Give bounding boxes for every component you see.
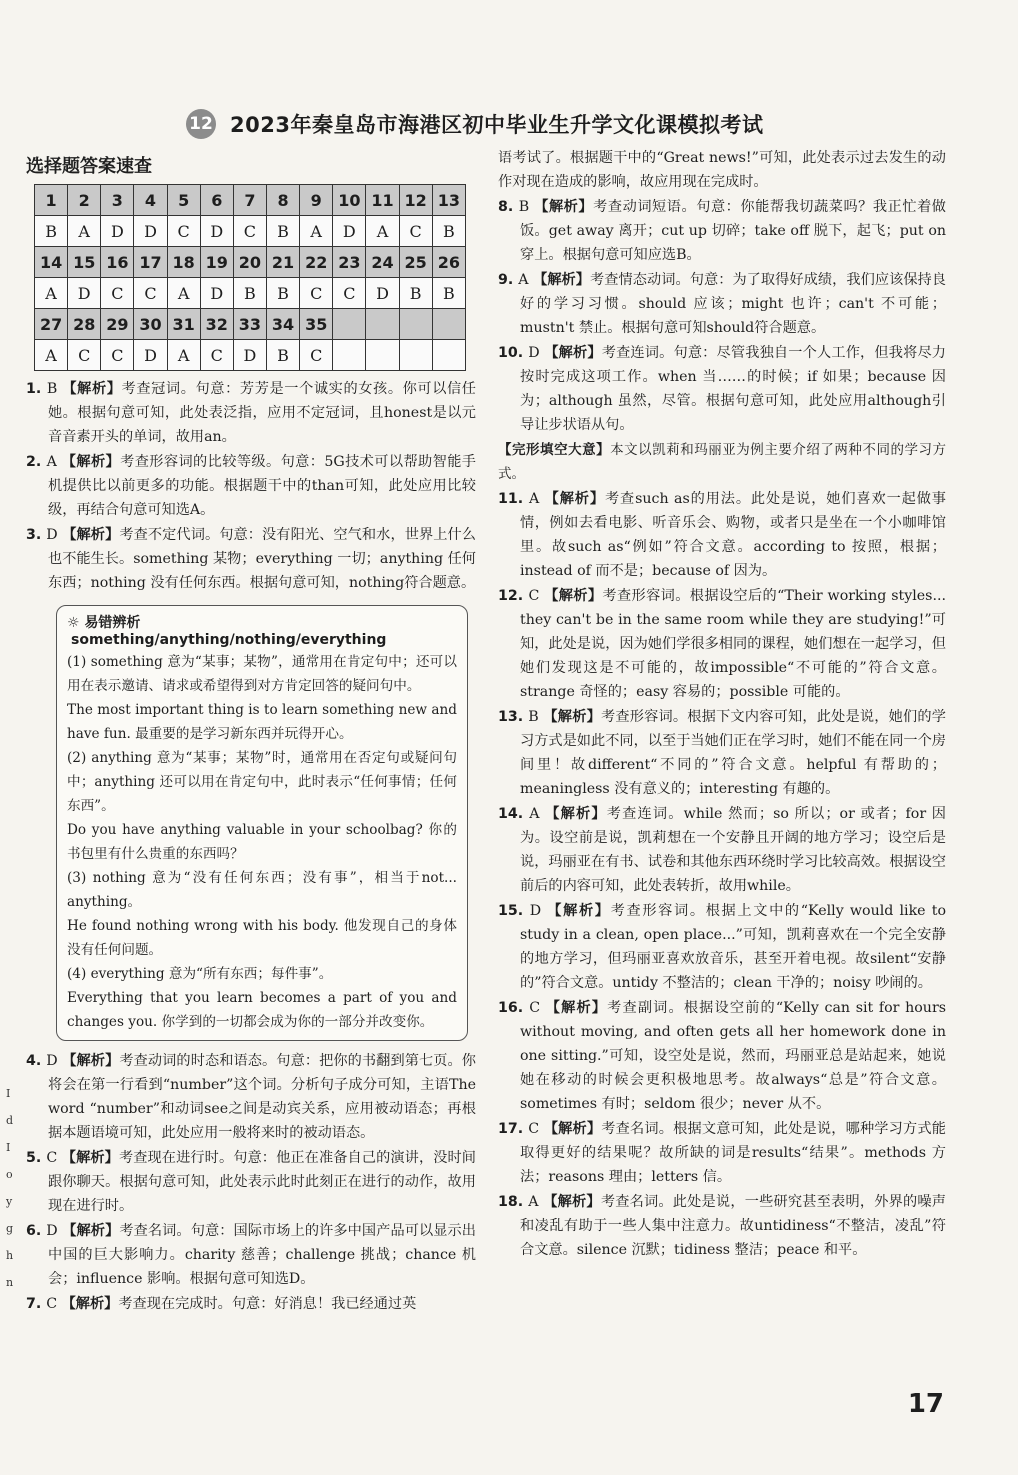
answer-cell: C: [399, 216, 432, 247]
item-number: 5.: [26, 1150, 47, 1166]
right-column: [498, 146, 946, 1263]
answer-cell: D: [134, 216, 167, 247]
explanation-item: [498, 802, 946, 898]
item-tag: 【完形填空大意】: [498, 442, 611, 458]
question-number-cell: 1: [35, 185, 68, 216]
item-number: 16.: [498, 1000, 530, 1016]
answer-cell: A: [68, 216, 101, 247]
gutter-letter: h: [6, 1249, 14, 1262]
item-tag: 【解析】: [533, 272, 591, 288]
answer-key-table: [34, 184, 466, 371]
item-text: 考查不定代词。句意：没有阳光、空气和水，世界上什么也不能生长。something 某物；everything 一切；anything 任何东西；nothing 没有任何东西。根据句意可知，nothing符合题意。: [48, 527, 476, 591]
question-number-cell: 15: [68, 247, 101, 278]
item-text: 考查连词。句意：尽管我独自一个人工作，但我将尽力按时完成这项工作。when 当……的时候；if 如果；because 因为；although 虽然，尽管。根据句意可知，此处应用although引导让步状语从句。: [520, 345, 946, 433]
tip-line: Everything that you learn becomes a part of you and changes you. 你学到的一切都会成为你的一部分并改变你。: [67, 990, 457, 1030]
answer-row: [35, 216, 466, 247]
item-tag: 【解析】: [62, 381, 122, 397]
explanation-item: [498, 584, 946, 704]
left-column: [26, 152, 476, 1317]
item-tag: 【解析】: [543, 1194, 601, 1210]
answer-cell: D: [233, 340, 266, 371]
answer-cell: D: [200, 216, 233, 247]
answer-cell: D: [200, 278, 233, 309]
item-tag: 【解析】: [534, 199, 594, 215]
item-tag: 【解析】: [544, 588, 603, 604]
item-tag: 【解析】: [62, 1053, 120, 1069]
item-number: 3.: [26, 527, 47, 543]
question-number-cell: 22: [300, 247, 333, 278]
answer-cell: C: [101, 340, 134, 371]
explanation-item: [498, 1190, 946, 1262]
explanation-item: [26, 1219, 476, 1291]
item-text: 考查现在完成时。句意：好消息！我已经通过英: [118, 1296, 417, 1312]
question-number-cell: [399, 309, 432, 340]
item-answer: D: [528, 345, 545, 361]
question-number-cell: 6: [200, 185, 233, 216]
explanation-item: [498, 438, 946, 486]
item-tag: 【解析】: [543, 709, 601, 725]
item-number: 14.: [498, 806, 530, 822]
gutter-letter: o: [6, 1168, 13, 1181]
question-number-cell: 9: [300, 185, 333, 216]
item-text: 考查动词短语。句意：你能帮我切蔬菜吗？我正忙着做饭。get away 离开；cut up 切碎；take off 脱下，起飞；put on 穿上。根据句意可知应选B。: [520, 199, 946, 263]
question-number-cell: 31: [167, 309, 200, 340]
question-number-cell: 20: [233, 247, 266, 278]
item-answer: D: [529, 903, 548, 919]
question-number-cell: 28: [68, 309, 101, 340]
question-number-cell: 29: [101, 309, 134, 340]
explanation-item: [498, 341, 946, 437]
item-number: 17.: [498, 1121, 529, 1137]
gutter-letter: I: [6, 1087, 11, 1100]
tip-box: [56, 605, 468, 1041]
item-tag: 【解析】: [543, 1121, 602, 1137]
answer-cell: [432, 340, 465, 371]
item-number: 11.: [498, 491, 529, 507]
page-header: [186, 106, 786, 142]
explanation-item: [498, 146, 946, 194]
question-number-cell: 13: [432, 185, 465, 216]
item-tag: 【解析】: [61, 454, 121, 470]
question-number-cell: 3: [101, 185, 134, 216]
question-number-cell: 16: [101, 247, 134, 278]
item-tag: 【解析】: [547, 903, 611, 919]
item-number: 7.: [26, 1296, 47, 1312]
answer-cell: A: [366, 216, 399, 247]
tip-line: (3) nothing 意为“没有任何东西；没有事”，相当于not... anything。: [67, 870, 457, 910]
answer-cell: [399, 340, 432, 371]
left-explanations-2: [26, 1049, 476, 1316]
question-number-cell: [432, 309, 465, 340]
item-text: 考查名词。句意：国际市场上的许多中国产品可以显示出中国的巨大影响力。charity 慈善；challenge 挑战；chance 机会；influence 影响。根据句意可知选D。: [48, 1223, 476, 1287]
left-explanations: [26, 377, 476, 595]
answer-cell: C: [333, 278, 366, 309]
answer-cell: C: [300, 340, 333, 371]
item-number: 1.: [26, 381, 47, 397]
gutter-letters: [6, 1080, 18, 1296]
item-number: 10.: [498, 345, 529, 361]
question-number-row: [35, 247, 466, 278]
item-text: 考查such as的用法。此处是说，她们喜欢一起做事情，例如去看电影、听音乐会、购物，或者只是坐在一个小咖啡馆里。故such as“例如”符合文意。according to 按照，根据；instead of 而不是；because of 因为。: [520, 491, 946, 579]
item-tag: 【解析】: [61, 1296, 119, 1312]
tip-label: 易错辨析: [84, 615, 141, 631]
item-text: 本文以凯莉和玛丽亚为例主要介绍了两种不同的学习方式。: [498, 442, 947, 482]
answer-cell: B: [432, 278, 465, 309]
gutter-letter: g: [6, 1222, 14, 1235]
question-number-cell: 35: [300, 309, 333, 340]
answer-cell: A: [167, 278, 200, 309]
item-number: 8.: [498, 199, 519, 215]
page-number: 17: [907, 1389, 944, 1419]
answer-cell: D: [366, 278, 399, 309]
item-answer: B: [528, 709, 544, 725]
item-text: 语考试了。根据题干中的“Great news!”可知，此处表示过去发生的动作对现在造成的影响，故应用现在完成时。: [498, 150, 946, 190]
answer-cell: A: [167, 340, 200, 371]
answer-row: [35, 340, 466, 371]
answer-cell: B: [35, 216, 68, 247]
gutter-letter: d: [6, 1114, 14, 1127]
item-answer: C: [529, 1000, 546, 1016]
explanation-item: [498, 195, 946, 267]
question-number-cell: [366, 309, 399, 340]
right-explanations: [498, 146, 946, 1262]
question-number-cell: 19: [200, 247, 233, 278]
item-number: 13.: [498, 709, 529, 725]
question-number-cell: 32: [200, 309, 233, 340]
explanation-item: [26, 1292, 476, 1316]
tip-line: (4) everything 意为“所有东西；每件事”。: [67, 966, 333, 982]
explanation-item: [498, 996, 946, 1116]
item-tag: 【解析】: [545, 1000, 608, 1016]
item-tag: 【解析】: [544, 491, 605, 507]
answer-cell: C: [134, 278, 167, 309]
page-title: 2023年秦皇岛市海港区初中毕业生升学文化课模拟考试: [230, 113, 764, 137]
lightbulb-icon: ☼: [67, 615, 80, 631]
question-number-cell: 23: [333, 247, 366, 278]
item-tag: 【解析】: [544, 345, 602, 361]
item-number: 18.: [498, 1194, 529, 1210]
tip-line: (2) anything 意为“某事；某物”时，通常用在否定句或疑问句中；anything 还可以用在肯定句中，此时表示“任何事情；任何东西”。: [67, 750, 457, 814]
question-number-cell: 25: [399, 247, 432, 278]
item-text: 考查连词。while 然而；so 所以；or 或者；for 因为。设空前是说，凯莉想在一个安静且开阔的地方学习；设空后是说，玛丽亚在有书、试卷和其他东西环绕时学习比较高效。根据设空前后的内容可知，此处表转折，故用while。: [520, 806, 946, 894]
question-number-cell: 14: [35, 247, 68, 278]
answer-cell: B: [266, 278, 299, 309]
item-answer: A: [528, 491, 545, 507]
question-number-cell: 2: [68, 185, 101, 216]
answer-cell: B: [266, 216, 299, 247]
answer-key-title: 选择题答案速查: [26, 156, 152, 177]
item-text: 考查冠词。句意：芳芳是一个诚实的女孩。你可以信任她。根据句意可知，此处表泛指，应用不定冠词，且honest是以元音音素开头的单词，故用an。: [48, 381, 476, 445]
answer-cell: C: [101, 278, 134, 309]
gutter-letter: y: [6, 1195, 13, 1208]
question-number-cell: 17: [134, 247, 167, 278]
item-answer: D: [46, 527, 63, 543]
item-answer: C: [528, 588, 545, 604]
question-number-cell: 5: [167, 185, 200, 216]
tip-heading: [67, 612, 457, 648]
test-number-badge: 12: [186, 109, 216, 139]
question-number-cell: [333, 309, 366, 340]
explanation-item: [498, 899, 946, 995]
item-answer: C: [46, 1150, 62, 1166]
answer-cell: A: [35, 278, 68, 309]
item-number: 9.: [498, 272, 519, 288]
item-answer: A: [529, 806, 546, 822]
question-number-cell: 21: [266, 247, 299, 278]
item-text: 考查副词。根据设空前的“Kelly can sit for hours without moving, and often gets all her homework done in one sitting.”可知，设空处是说，然而，玛丽亚总是站起来，她说她在移动的时候会更积极地思考。故always“总是”符合文意。sometimes 有时；seldom 很少；never 从不。: [520, 1000, 947, 1112]
answer-cell: B: [233, 278, 266, 309]
item-answer: A: [518, 272, 534, 288]
question-number-cell: 26: [432, 247, 465, 278]
tip-line: (1) something 意为“某事；某物”，通常用在肯定句中；还可以用在表示邀请、请求或希望得到对方肯定回答的疑问句中。: [67, 654, 457, 694]
explanation-item: [498, 487, 946, 583]
question-number-cell: 27: [35, 309, 68, 340]
answer-cell: D: [101, 216, 134, 247]
item-number: 6.: [26, 1223, 47, 1239]
explanation-item: [26, 1049, 476, 1145]
question-number-cell: 18: [167, 247, 200, 278]
answer-cell: B: [432, 216, 465, 247]
item-number: 15.: [498, 903, 530, 919]
answer-cell: A: [35, 340, 68, 371]
question-number-cell: 34: [266, 309, 299, 340]
item-text: 考查形容词。根据上文中的“Kelly would like to study in a clean, open place...”可知，凯莉喜欢在一个完全安静的地方学习，但玛丽亚喜欢放音乐，甚至开着电视。故silent“安静的”符合文意。untidy 不整洁的；clean 干净的；noisy 吵闹的。: [520, 903, 946, 991]
item-answer: D: [46, 1053, 63, 1069]
answer-cell: C: [233, 216, 266, 247]
item-text: 考查形容词。根据下文内容可知，此处是说，她们的学习方式是如此不同，以至于当她们正在学习时，她们不能在同一个房间里！故different“不同的”符合文意。helpful 有帮助的；meaningless 没有意义的；interesting 有趣的。: [520, 709, 946, 797]
item-tag: 【解析】: [62, 1223, 120, 1239]
answer-cell: [333, 340, 366, 371]
question-number-cell: 10: [333, 185, 366, 216]
question-number-cell: 33: [233, 309, 266, 340]
explanation-item: [26, 450, 476, 522]
answer-cell: D: [333, 216, 366, 247]
item-text: 考查形容词的比较等级。句意：5G技术可以帮助智能手机提供比以前更多的功能。根据题干中的than可知，此处应用比较级，再结合句意可知选A。: [48, 454, 476, 518]
answer-cell: C: [68, 340, 101, 371]
answer-cell: A: [300, 216, 333, 247]
item-text: 考查动词的时态和语态。句意：把你的书翻到第七页。你将会在第一行看到“number”这个词。分析句子成分可知，主语The word “number”和动词see之间是动宾关系，应用被动语态；再根据本题语境可知，此处应用一般将来时的被动语态。: [48, 1053, 476, 1141]
tip-lines: [67, 650, 457, 1034]
gutter-letter: I: [6, 1141, 11, 1154]
tip-words: something/anything/nothing/everything: [71, 632, 387, 648]
question-number-cell: 24: [366, 247, 399, 278]
answer-cell: D: [68, 278, 101, 309]
question-number-cell: 4: [134, 185, 167, 216]
question-number-cell: 8: [266, 185, 299, 216]
item-text: 考查情态动词。句意：为了取得好成绩，我们应该保持良好的学习习惯。should 应该；might 也许；can't 不可能；mustn't 禁止。根据句意可知should符合题意。: [520, 272, 946, 336]
item-answer: B: [518, 199, 535, 215]
answer-cell: [366, 340, 399, 371]
answer-cell: C: [200, 340, 233, 371]
question-number-cell: 30: [134, 309, 167, 340]
item-answer: D: [46, 1223, 63, 1239]
question-number-row: [35, 309, 466, 340]
explanation-item: [498, 1117, 946, 1189]
item-tag: 【解析】: [61, 1150, 119, 1166]
item-text: 考查名词。此处是说，一些研究甚至表明，外界的噪声和凌乱有助于一些人集中注意力。故untidiness“不整洁，凌乱”符合文意。silence 沉默；tidiness 整洁；peace 和平。: [520, 1194, 946, 1258]
item-text: 考查名词。根据文意可知，此处是说，哪种学习方式能取得更好的结果呢？故所缺的词是results“结果”。methods 方法；reasons 理由；letters 信。: [520, 1121, 946, 1185]
item-answer: A: [528, 1194, 544, 1210]
item-number: 12.: [498, 588, 529, 604]
question-number-row: [35, 185, 466, 216]
answer-cell: C: [300, 278, 333, 309]
answer-row: [35, 278, 466, 309]
gutter-letter: n: [6, 1276, 14, 1289]
item-answer: C: [528, 1121, 544, 1137]
explanation-item: [26, 523, 476, 595]
item-answer: C: [46, 1296, 62, 1312]
answer-cell: C: [167, 216, 200, 247]
question-number-cell: 11: [366, 185, 399, 216]
explanation-item: [26, 1146, 476, 1218]
answer-cell: B: [399, 278, 432, 309]
answer-cell: B: [266, 340, 299, 371]
item-text: 考查现在进行时。句意：他正在准备自己的演讲，没时间跟你聊天。根据句意可知，此处表示此时此刻正在进行的动作，故用现在进行时。: [48, 1150, 476, 1214]
explanation-item: [498, 268, 946, 340]
question-number-cell: 7: [233, 185, 266, 216]
item-tag: 【解析】: [62, 527, 120, 543]
answer-cell: D: [134, 340, 167, 371]
item-answer: A: [46, 454, 62, 470]
explanation-item: [26, 377, 476, 449]
explanation-item: [498, 705, 946, 801]
item-answer: B: [46, 381, 63, 397]
tip-line: The most important thing is to learn something new and have fun. 最重要的是学习新东西并玩得开心。: [67, 702, 457, 742]
item-number: 4.: [26, 1053, 47, 1069]
tip-line: He found nothing wrong with his body. 他发现自己的身体没有任何问题。: [67, 918, 457, 958]
tip-line: Do you have anything valuable in your schoolbag? 你的书包里有什么贵重的东西吗？: [67, 822, 457, 862]
question-number-cell: 12: [399, 185, 432, 216]
item-number: 2.: [26, 454, 47, 470]
item-text: 考查形容词。根据设空后的“Their working styles... they can't be in the same room while they are studying!”可知，此处是说，因为她们学很多相同的课程，她们想在一起学习，但她们发现这是不可能的，故impossible“不可能的”符合文意。strange 奇怪的；easy 容易的；possible 可能的。: [520, 588, 946, 700]
item-tag: 【解析】: [545, 806, 607, 822]
